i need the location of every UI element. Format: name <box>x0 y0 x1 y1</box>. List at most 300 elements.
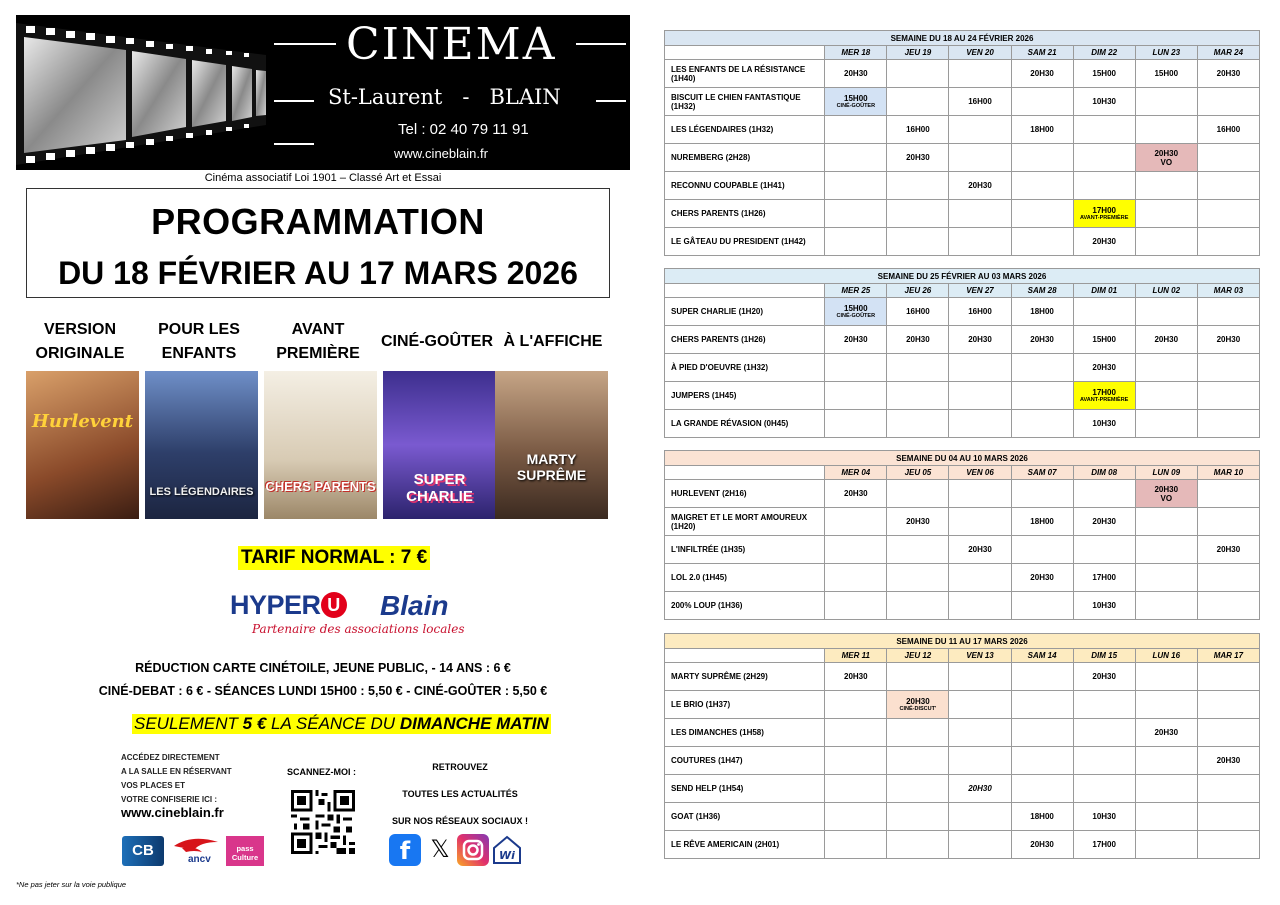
empty-cell <box>825 719 887 747</box>
showtime-cell[interactable] <box>1073 60 1135 88</box>
poster-chers-parents[interactable] <box>264 371 377 519</box>
empty-cell <box>949 592 1011 620</box>
empty-cell <box>825 775 887 803</box>
empty-cell <box>1135 354 1197 382</box>
poster-title: CHERS PARENTS <box>265 479 376 494</box>
showtime-cell[interactable] <box>1073 410 1135 438</box>
film-title: CHERS PARENTS (1H26) <box>665 326 825 354</box>
empty-cell <box>1073 116 1135 144</box>
empty-cell <box>1135 803 1197 831</box>
wi-house-icon <box>491 834 523 866</box>
showtime-cell[interactable] <box>1135 144 1197 172</box>
showtime: 18H00 <box>1030 812 1054 821</box>
showtime-cell[interactable] <box>1011 116 1073 144</box>
showtime-cell[interactable] <box>1135 326 1197 354</box>
empty-cell <box>887 382 949 410</box>
showtime-cell[interactable] <box>1011 803 1073 831</box>
film-title: LE RÊVE AMERICAIN (2H01) <box>665 831 825 859</box>
poster-title: LES LÉGENDAIRES <box>149 486 254 498</box>
empty-cell <box>1197 298 1259 326</box>
empty-cell <box>949 691 1011 719</box>
showtime: 20H30 <box>1154 335 1179 344</box>
empty-cell <box>1011 354 1073 382</box>
day-header: LUN 16 <box>1135 649 1197 663</box>
showtime-cell[interactable] <box>887 298 949 326</box>
empty-cell <box>887 747 949 775</box>
showtime-cell[interactable] <box>1073 592 1135 620</box>
showtime: 20H30 <box>1216 545 1241 554</box>
showtime-cell[interactable] <box>1073 326 1135 354</box>
empty-cell <box>887 228 949 256</box>
empty-cell <box>825 536 887 564</box>
showtime: 20H30 <box>1154 148 1179 158</box>
showtime: 18H00 <box>1030 307 1054 316</box>
empty-cell <box>1135 536 1197 564</box>
empty-cell <box>887 831 949 859</box>
showtime-cell[interactable] <box>1197 747 1259 775</box>
showtime-cell[interactable] <box>887 508 949 536</box>
showtime: 10H30 <box>1092 419 1116 428</box>
empty-cell <box>1011 144 1073 172</box>
showtime-cell[interactable] <box>1135 719 1197 747</box>
showtime-cell[interactable] <box>949 88 1011 116</box>
empty-cell <box>949 747 1011 775</box>
showtime: 20H30 <box>906 335 930 344</box>
empty-cell <box>1197 410 1259 438</box>
showtime-cell[interactable] <box>1197 326 1259 354</box>
empty-cell <box>949 803 1011 831</box>
showtime-cell[interactable] <box>1011 508 1073 536</box>
showtime: 16H00 <box>906 307 930 316</box>
empty-cell <box>1135 116 1197 144</box>
day-header: VEN 20 <box>949 46 1011 60</box>
empty-cell <box>825 592 887 620</box>
film-row <box>665 228 1260 256</box>
showtime-cell[interactable] <box>825 298 887 326</box>
category-avant-premiere: AVANT PREMIÈRE <box>276 321 360 362</box>
day-header: VEN 27 <box>949 284 1011 298</box>
category-cine-gouter: CINÉ-GOÛTER <box>381 333 493 350</box>
poster-super-charlie[interactable] <box>383 371 496 519</box>
empty-cell <box>1011 691 1073 719</box>
empty-cell <box>1197 200 1259 228</box>
showtime: 20H30 <box>1030 573 1054 582</box>
day-header: SAM 28 <box>1011 284 1073 298</box>
film-title: L'INFILTRÉE (1H35) <box>665 536 825 564</box>
showtime: 20H30 <box>844 335 868 344</box>
showtime-cell[interactable] <box>1073 354 1135 382</box>
empty-cell <box>1197 775 1259 803</box>
film-title: 200% LOUP (1H36) <box>665 592 825 620</box>
film-title: LA GRANDE RÉVASION (0H45) <box>665 410 825 438</box>
empty-cell <box>1197 228 1259 256</box>
empty-cell <box>1011 228 1073 256</box>
empty-cell <box>1135 410 1197 438</box>
empty-cell <box>825 691 887 719</box>
film-title: LOL 2.0 (1H45) <box>665 564 825 592</box>
showtime-cell[interactable] <box>1197 116 1259 144</box>
cinema-location: St-Laurent - BLAIN <box>328 85 561 109</box>
poster-title: Hurlevent <box>31 411 134 432</box>
decorative-line <box>274 43 336 45</box>
showtime: 20H30 <box>1154 484 1179 494</box>
sponsor-town: Blain <box>380 590 449 621</box>
empty-cell <box>1073 144 1135 172</box>
empty-cell <box>949 508 1011 536</box>
film-title: LES DIMANCHES (1H58) <box>665 719 825 747</box>
reservation-line: VOS PLACES ET <box>121 781 186 790</box>
showtime: 10H30 <box>1092 601 1116 610</box>
reservation-line: ACCÉDEZ DIRECTEMENT <box>121 753 220 762</box>
showtime-cell[interactable] <box>1073 508 1135 536</box>
showtime: 16H00 <box>968 307 992 316</box>
day-header-blank <box>665 46 825 60</box>
showtime: 20H30 <box>906 153 930 162</box>
showtime: 17H00 <box>1092 573 1116 582</box>
empty-cell <box>949 382 1011 410</box>
tarif-dimanche-text: LA SÉANCE DU <box>266 714 400 733</box>
ancv-logo <box>172 836 220 866</box>
empty-cell <box>887 719 949 747</box>
showtime-note: AVANT-PREMIÈRE <box>1079 397 1129 403</box>
empty-cell <box>1011 775 1073 803</box>
empty-cell <box>1135 200 1197 228</box>
showtime-cell[interactable] <box>825 326 887 354</box>
showtime: 15H00 <box>844 304 868 313</box>
film-title: NUREMBERG (2H28) <box>665 144 825 172</box>
empty-cell <box>887 60 949 88</box>
day-header: MER 11 <box>825 649 887 663</box>
day-header: SAM 14 <box>1011 649 1073 663</box>
day-header: MER 04 <box>825 466 887 480</box>
poster-title: MARTY SUPRÊME <box>516 451 587 483</box>
empty-cell <box>1073 480 1135 508</box>
showtime-cell[interactable] <box>1011 60 1073 88</box>
empty-cell <box>825 410 887 438</box>
showtime-cell[interactable] <box>949 172 1011 200</box>
reservation-line: A LA SALLE EN RÉSERVANT <box>121 767 232 776</box>
film-row <box>665 747 1260 775</box>
film-title: MARTY SUPRÊME (2H29) <box>665 663 825 691</box>
showtime-cell[interactable] <box>1073 200 1135 228</box>
week-table <box>664 633 1260 859</box>
showtime: 20H30 <box>1092 237 1116 246</box>
empty-cell <box>1073 691 1135 719</box>
footer-note: *Ne pas jeter sur la voie publique <box>16 880 127 889</box>
empty-cell <box>1135 592 1197 620</box>
week-title: SEMAINE DU 25 FÉVRIER AU 03 MARS 2026 <box>665 269 1260 284</box>
day-header: VEN 06 <box>949 466 1011 480</box>
empty-cell <box>1197 831 1259 859</box>
facebook-icon[interactable]: f <box>389 834 421 866</box>
empty-cell <box>1135 691 1197 719</box>
showtime-cell[interactable] <box>1135 480 1197 508</box>
empty-cell <box>1197 144 1259 172</box>
week-title: SEMAINE DU 11 AU 17 MARS 2026 <box>665 634 1260 649</box>
day-header: VEN 13 <box>949 649 1011 663</box>
day-header: DIM 01 <box>1073 284 1135 298</box>
day-header: JEU 05 <box>887 466 949 480</box>
empty-cell <box>825 116 887 144</box>
showtime: 20H30 <box>906 517 930 526</box>
empty-cell <box>825 228 887 256</box>
showtime: 20H30 <box>1030 840 1054 849</box>
day-header-blank <box>665 466 825 480</box>
showtime-cell[interactable] <box>1197 60 1259 88</box>
film-row <box>665 803 1260 831</box>
film-title: À PIED D'OEUVRE (1H32) <box>665 354 825 382</box>
showtime-cell[interactable] <box>949 298 1011 326</box>
day-header: SAM 07 <box>1011 466 1073 480</box>
empty-cell <box>1135 663 1197 691</box>
empty-cell <box>1135 172 1197 200</box>
showtime: 17H00 <box>1092 388 1116 397</box>
showtime: 20H30 <box>1092 672 1116 681</box>
empty-cell <box>1197 592 1259 620</box>
instagram-icon[interactable] <box>457 834 489 866</box>
showtime-cell[interactable] <box>949 775 1011 803</box>
empty-cell <box>1197 88 1259 116</box>
empty-cell <box>1073 719 1135 747</box>
film-title: BISCUIT LE CHIEN FANTASTIQUE (1H32) <box>665 88 825 116</box>
showtime-cell[interactable] <box>825 88 887 116</box>
showtime: 15H00 <box>1154 69 1179 78</box>
showtime: 20H30 <box>844 672 868 681</box>
film-row <box>665 691 1260 719</box>
empty-cell <box>1073 775 1135 803</box>
film-row <box>665 663 1260 691</box>
empty-cell <box>825 144 887 172</box>
reservation-url[interactable]: www.cineblain.fr <box>121 805 224 820</box>
empty-cell <box>1197 354 1259 382</box>
empty-cell <box>1011 747 1073 775</box>
day-header: MAR 24 <box>1197 46 1259 60</box>
showtime-cell[interactable] <box>1011 831 1073 859</box>
film-row <box>665 480 1260 508</box>
empty-cell <box>949 564 1011 592</box>
week-table <box>664 268 1260 438</box>
film-title: SEND HELP (1H54) <box>665 775 825 803</box>
showtime: 20H30 <box>1092 363 1116 372</box>
film-row <box>665 592 1260 620</box>
showtime-cell[interactable] <box>1011 326 1073 354</box>
empty-cell <box>1011 536 1073 564</box>
showtime-cell[interactable] <box>1011 298 1073 326</box>
film-row <box>665 88 1260 116</box>
empty-cell <box>887 592 949 620</box>
empty-cell <box>825 803 887 831</box>
showtime-note: CINÉ-GOÛTER <box>836 313 876 319</box>
empty-cell <box>1073 172 1135 200</box>
film-row <box>665 831 1260 859</box>
reservation-text <box>121 751 232 807</box>
film-title: COUTURES (1H47) <box>665 747 825 775</box>
category-a-l-affiche: À L'AFFICHE <box>503 333 603 350</box>
empty-cell <box>949 354 1011 382</box>
empty-cell <box>825 508 887 536</box>
showtime-cell[interactable] <box>1073 88 1135 116</box>
showtime: 18H00 <box>1030 517 1054 526</box>
showtime-cell[interactable] <box>1073 663 1135 691</box>
wi-app-icon[interactable] <box>491 834 523 866</box>
showtime-note: CINÉ-GOÛTER <box>836 103 876 109</box>
showtime: 20H30 <box>968 784 992 793</box>
showtime: 20H30 <box>968 545 992 554</box>
x-twitter-icon[interactable]: 𝕏 <box>424 834 456 866</box>
showtime-cell[interactable] <box>825 663 887 691</box>
film-row <box>665 354 1260 382</box>
film-title: GOAT (1H36) <box>665 803 825 831</box>
showtime-cell[interactable] <box>1073 382 1135 410</box>
day-header: SAM 21 <box>1011 46 1073 60</box>
category-version-originale: VERSION ORIGINALE <box>35 321 125 362</box>
showtime: 17H00 <box>1092 206 1116 215</box>
film-title: RECONNU COUPABLE (1H41) <box>665 172 825 200</box>
social-text <box>380 754 540 835</box>
showtime: 20H30 <box>1216 756 1241 765</box>
programme-title: PROGRAMMATION <box>151 201 485 242</box>
empty-cell <box>1197 382 1259 410</box>
showtime-cell[interactable] <box>825 60 887 88</box>
showtime-cell[interactable] <box>887 326 949 354</box>
qr-code-icon[interactable] <box>291 790 355 854</box>
film-title: LES ENFANTS DE LA RÉSISTANCE (1H40) <box>665 60 825 88</box>
empty-cell <box>887 803 949 831</box>
programme-dates: DU 18 FÉVRIER AU 17 MARS 2026 <box>58 255 578 291</box>
film-row <box>665 326 1260 354</box>
tarif-dimanche <box>132 714 551 734</box>
showtime-cell[interactable] <box>887 116 949 144</box>
hyper-u-wordmark <box>230 590 347 621</box>
empty-cell <box>1197 691 1259 719</box>
poster-marty-supreme[interactable] <box>495 371 608 519</box>
empty-cell <box>1073 747 1135 775</box>
empty-cell <box>949 228 1011 256</box>
week-table <box>664 30 1260 256</box>
showtime-cell[interactable] <box>1197 536 1259 564</box>
day-header: DIM 22 <box>1073 46 1135 60</box>
showtime-cell[interactable] <box>1073 228 1135 256</box>
showtime-cell[interactable] <box>1073 803 1135 831</box>
film-strip-illustration <box>16 15 316 170</box>
empty-cell <box>1135 508 1197 536</box>
showtime: 15H00 <box>1092 335 1116 344</box>
film-title: SUPER CHARLIE (1H20) <box>665 298 825 326</box>
sponsor-tagline: Partenaire des associations locales <box>252 622 465 636</box>
showtime-cell[interactable] <box>887 691 949 719</box>
empty-cell <box>887 200 949 228</box>
cinema-website[interactable]: www.cineblain.fr <box>394 146 488 161</box>
film-title: CHERS PARENTS (1H26) <box>665 200 825 228</box>
day-header: DIM 08 <box>1073 466 1135 480</box>
showtime-cell[interactable] <box>1135 60 1197 88</box>
day-header: MAR 03 <box>1197 284 1259 298</box>
film-row <box>665 410 1260 438</box>
decorative-line <box>576 43 626 45</box>
scan-label: SCANNEZ-MOI : <box>287 767 356 777</box>
showtime: 15H00 <box>844 94 868 103</box>
week-title: SEMAINE DU 04 AU 10 MARS 2026 <box>665 451 1260 466</box>
hyper-u-logo <box>230 590 465 640</box>
poster-hurlevent[interactable] <box>26 371 139 519</box>
week-title: SEMAINE DU 18 AU 24 FÉVRIER 2026 <box>665 31 1260 46</box>
cinema-title: CINEMA <box>346 19 557 70</box>
showtime: 20H30 <box>844 489 868 498</box>
film-row <box>665 719 1260 747</box>
showtime-cell[interactable] <box>949 326 1011 354</box>
empty-cell <box>887 536 949 564</box>
empty-cell <box>825 831 887 859</box>
film-title: HURLEVENT (2H16) <box>665 480 825 508</box>
film-row <box>665 200 1260 228</box>
day-header: DIM 15 <box>1073 649 1135 663</box>
day-header: LUN 02 <box>1135 284 1197 298</box>
empty-cell <box>887 564 949 592</box>
instagram-glyph <box>457 834 489 866</box>
category-enfants: POUR LES ENFANTS <box>158 321 240 362</box>
showtime-note: CINÉ-DISCUT' <box>899 706 937 712</box>
showtime: 20H30 <box>1216 69 1241 78</box>
showtime: 17H00 <box>1092 840 1116 849</box>
tarif-dimanche-price: 5 € <box>242 714 267 733</box>
empty-cell <box>887 410 949 438</box>
showtime-cell[interactable] <box>887 144 949 172</box>
film-title: MAIGRET ET LE MORT AMOUREUX (1H20) <box>665 508 825 536</box>
empty-cell <box>1011 88 1073 116</box>
tarif-reduction: RÉDUCTION CARTE CINÉTOILE, JEUNE PUBLIC, - 14 ANS : 6 € <box>135 661 511 675</box>
empty-cell <box>1197 564 1259 592</box>
showtime-cell[interactable] <box>1073 831 1135 859</box>
showtime-cell[interactable] <box>825 480 887 508</box>
showtime: 20H30 <box>844 69 868 78</box>
showtime-cell[interactable] <box>1073 564 1135 592</box>
empty-cell <box>1197 172 1259 200</box>
film-title: LE GÂTEAU DU PRESIDENT (1H42) <box>665 228 825 256</box>
empty-cell <box>887 354 949 382</box>
showtime-note: AVANT-PREMIÈRE <box>1079 215 1129 221</box>
cinema-phone: Tel : 02 40 79 11 91 <box>398 121 529 138</box>
film-row <box>665 536 1260 564</box>
empty-cell <box>887 663 949 691</box>
film-row <box>665 172 1260 200</box>
empty-cell <box>887 775 949 803</box>
empty-cell <box>1073 298 1135 326</box>
empty-cell <box>887 172 949 200</box>
decorative-line <box>274 100 314 102</box>
programme-box <box>26 188 610 298</box>
showtime: 20H30 <box>1030 69 1054 78</box>
day-header: JEU 12 <box>887 649 949 663</box>
decorative-line <box>274 143 314 145</box>
day-header-blank <box>665 649 825 663</box>
showtime: 20H30 <box>1216 335 1241 344</box>
showtime-cell[interactable] <box>1011 564 1073 592</box>
empty-cell <box>887 88 949 116</box>
poster-les-legendaires[interactable] <box>145 371 258 519</box>
showtime: 10H30 <box>1092 97 1116 106</box>
showtime-cell[interactable] <box>949 536 1011 564</box>
version-badge: VO <box>1160 493 1173 503</box>
showtime: 20H30 <box>1092 517 1116 526</box>
film-row <box>665 144 1260 172</box>
tarif-normal: TARIF NORMAL : 7 € <box>238 546 430 570</box>
empty-cell <box>1011 592 1073 620</box>
version-badge: VO <box>1160 157 1173 167</box>
empty-cell <box>1135 775 1197 803</box>
day-header: JEU 19 <box>887 46 949 60</box>
tarif-dimanche-text: SEULEMENT <box>134 714 243 733</box>
day-header: MER 25 <box>825 284 887 298</box>
